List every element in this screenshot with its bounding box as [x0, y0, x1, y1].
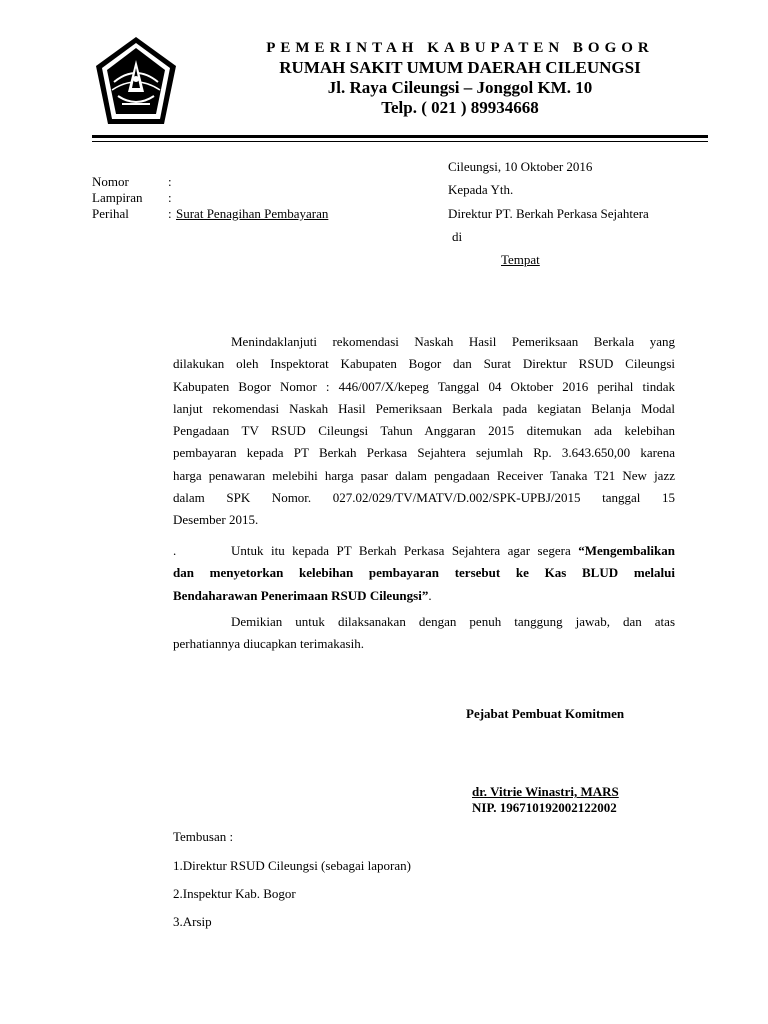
body-paragraph-3 [173, 611, 675, 656]
paragraph-2-end: . [428, 587, 432, 603]
cc-item: 1.Direktur RSUD Cileungsi (sebagai laporan) [173, 858, 411, 873]
nomor-label: Nomor [92, 174, 129, 189]
letterhead-phone: Telp. ( 021 ) 89934668 [381, 98, 539, 117]
recipient-tempat: Tempat [501, 252, 540, 267]
paragraph-2-emphasis: “Mengembalikan [578, 543, 675, 558]
perihal-label: Perihal [92, 206, 129, 221]
paragraph-1-line: dilakukan oleh Inspektorat Kabupaten Bogor dan Surat Direktur RSUD Cileungsi [173, 356, 675, 372]
letterhead-government: PEMERINTAH KABUPATEN BOGOR [266, 40, 654, 56]
letterhead-divider-thin [92, 141, 708, 142]
body-paragraph-1 [173, 331, 675, 532]
paragraph-1-line: Kabupaten Bogor Nomor : 446/007/X/kepeg Tanggal 04 Oktober 2016 perihal tindak [173, 378, 675, 394]
paragraph-1-line: Desember 2015. [173, 512, 259, 528]
paragraph-1-line: Menindaklanjuti rekomendasi Naskah Hasil Pemeriksaan Berkala yang [231, 334, 675, 349]
paragraph-1-line: Pengadaan TV RSUD Cileungsi Tahun Anggaran 2015 ditemukan ada kelebihan [173, 423, 675, 439]
cc-item: 2.Inspektur Kab. Bogor [173, 886, 296, 901]
paragraph-1-line: lanjut rekomendasi Naskah Hasil Pemeriksaan Berkala pada kegiatan Belanja Modal [173, 400, 675, 416]
letter-date: Cileungsi, 10 Oktober 2016 [448, 159, 593, 174]
lampiran-colon: : [168, 190, 172, 205]
letterhead-hospital: RUMAH SAKIT UMUM DAERAH CILEUNGSI [279, 58, 641, 77]
perihal-colon: : [168, 206, 172, 221]
recipient-di: di [452, 229, 463, 244]
paragraph-1-line: pembayaran kepada PT Berkah Perkasa Sejahtera sejumlah Rp. 3.643.650,00 karena [173, 445, 675, 461]
paragraph-1-line: dalam SPK Nomor. 027.02/029/TV/MATV/D.002/SPK-UPBJ/2015 tanggal 15 [173, 490, 675, 506]
lampiran-label: Lampiran [92, 190, 143, 205]
paragraph-2-emphasis: Bendaharawan Penerimaan RSUD Cileungsi” [173, 587, 429, 603]
nomor-colon: : [168, 174, 172, 189]
paragraph-2-emphasis: dan menyetorkan kelebihan pembayaran tersebut ke Kas BLUD melalui [173, 565, 675, 581]
paragraph-3-line: perhatiannya diucapkan terimakasih. [173, 636, 364, 652]
recipient-name: Direktur PT. Berkah Perkasa Sejahtera [448, 206, 649, 221]
signatory-name: dr. Vitrie Winastri, MARS [472, 784, 619, 799]
signatory-nip: NIP. 196710192002122002 [472, 800, 617, 815]
paragraph-1-line: harga penawaran melebihi harga pasar dalam pengadaan Receiver Tanaka T21 New jazz [173, 467, 675, 483]
letterhead-address: Jl. Raya Cileungsi – Jonggol KM. 10 [327, 78, 593, 97]
body-paragraph-2 [173, 540, 675, 607]
cc-item: 3.Arsip [173, 914, 212, 929]
cc-label: Tembusan : [173, 829, 234, 844]
paragraph-2-text: Untuk itu kepada PT Berkah Perkasa Sejahtera agar segera [231, 543, 579, 558]
perihal-value: Surat Penagihan Pembayaran [176, 206, 329, 221]
paragraph-3-line: Demikian untuk dilaksanakan dengan penuh tanggung jawab, dan atas [231, 614, 675, 629]
signatory-title: Pejabat Pembuat Komitmen [466, 706, 625, 721]
bogor-regency-emblem [92, 34, 180, 128]
letterhead-divider-thick [92, 135, 708, 138]
paragraph-2-dot: . [173, 543, 177, 558]
kepada-yth: Kepada Yth. [448, 182, 514, 197]
